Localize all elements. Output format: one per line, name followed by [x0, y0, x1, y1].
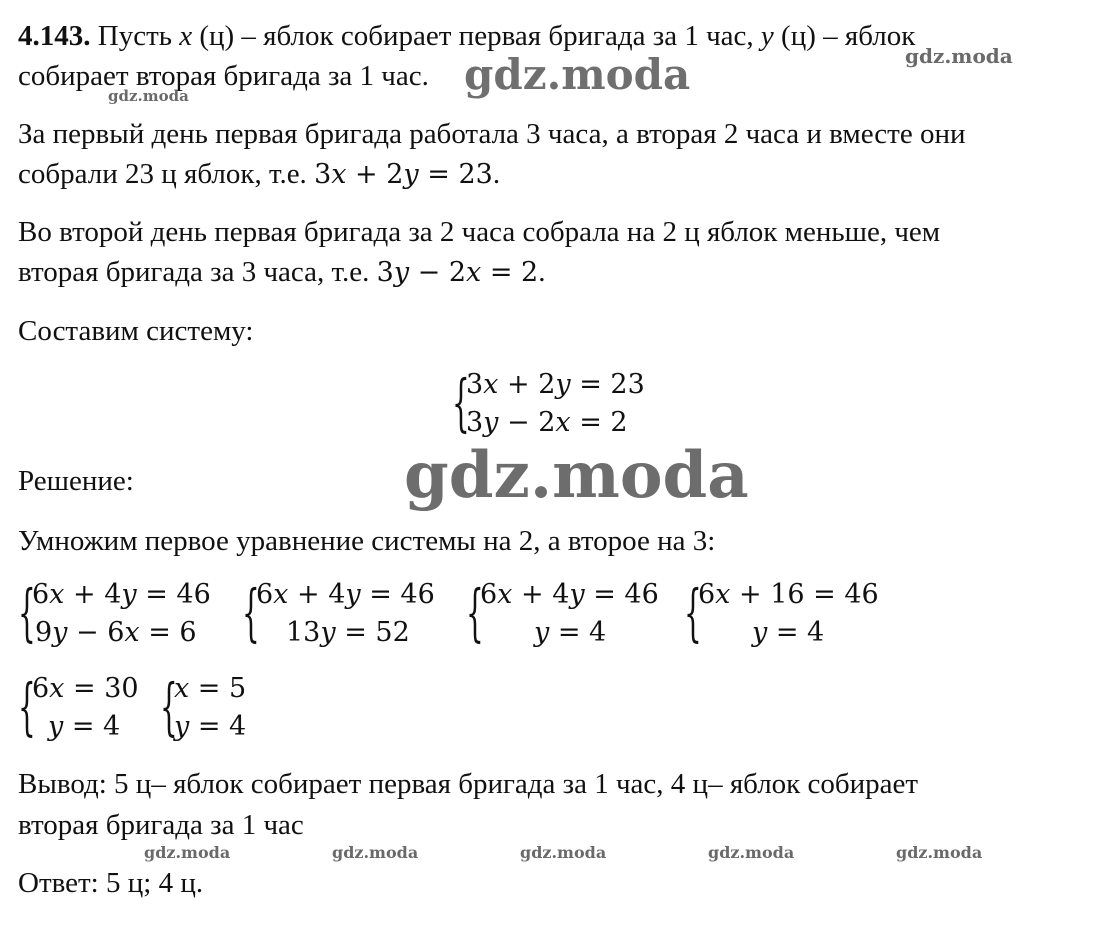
watermark-large: gdz.moda	[404, 438, 749, 513]
system-brace: {	[18, 576, 36, 649]
day2-equation: 3𝑦 − 2𝑥 = 2	[376, 257, 539, 288]
system-equation-1: 6𝑥 + 4𝑦 = 46	[32, 579, 211, 610]
system-step-5	[18, 670, 158, 746]
system-equation-2: 3𝑦 − 2𝑥 = 2	[466, 407, 628, 438]
watermark-medium: gdz.moda	[464, 50, 691, 99]
multiply-instruction: Умножим первое уравнение системы на 2, а второе на 3:	[18, 525, 716, 557]
system-equation-1: 6𝑥 + 4𝑦 = 46	[256, 579, 435, 610]
day1-line1: За первый день первая бригада работала 3 часа, а вторая 2 часа и вместе они	[18, 118, 966, 150]
system-equation-2: 9𝑦 − 6𝑥 = 6	[35, 617, 197, 648]
system-equations	[480, 576, 659, 652]
system-step-4	[684, 576, 899, 652]
system-brace: {	[452, 366, 470, 439]
day1-period: .	[492, 158, 501, 190]
system-equation-2: 𝑦 = 4	[534, 617, 607, 648]
system-equation-1: 3𝑥 + 2𝑦 = 23	[466, 369, 645, 400]
watermark-small: gdz.moda	[896, 843, 983, 862]
intro-text-c: (ц) – яблок	[773, 20, 916, 52]
watermark-small: gdz.moda	[144, 843, 231, 862]
system-step-1	[18, 576, 233, 652]
system-equation-1: 6𝑥 = 30	[32, 673, 139, 704]
day2-line1: Во второй день первая бригада за 2 часа собрала на 2 ц яблок меньше, чем	[18, 216, 941, 248]
system-equation-2: 𝑦 = 4	[752, 617, 825, 648]
watermark-small: gdz.moda	[332, 843, 419, 862]
system-equations	[466, 366, 645, 442]
system-equation-2: 𝑦 = 4	[174, 711, 247, 742]
system-equations	[32, 576, 211, 652]
system-equations	[32, 670, 139, 746]
day2-period: .	[538, 256, 546, 288]
problem-number: 4.143.	[18, 20, 91, 52]
day1-line2-text: собрали 23 ц яблок, т.е.	[18, 158, 315, 190]
conclusion-line2: вторая бригада за 1 час	[18, 809, 304, 841]
watermark-small: gdz.moda	[905, 44, 1013, 68]
day1-line2	[18, 154, 500, 195]
system-equation-1: 6𝑥 + 16 = 46	[698, 579, 879, 610]
day2-line2-text: вторая бригада за 3 часа, т.е.	[18, 256, 377, 288]
watermark-small: gdz.moda	[708, 843, 795, 862]
compose-label: Составим систему:	[18, 315, 254, 347]
system-step-2	[242, 576, 457, 652]
system-equations	[698, 576, 879, 652]
system-equation-2: 13𝑦 = 52	[286, 617, 410, 648]
watermark-small: gdz.moda	[520, 843, 607, 862]
system-equation-2: 𝑦 = 4	[48, 711, 121, 742]
variable-y: y	[760, 20, 774, 52]
intro-text-b: (ц) – яблок собирает первая бригада за 1 час,	[192, 20, 761, 52]
system-brace: {	[466, 576, 484, 649]
system-equation-1: 6𝑥 + 4𝑦 = 46	[480, 579, 659, 610]
solution-label: Решение:	[18, 465, 134, 497]
intro-text-a: Пусть	[90, 20, 180, 52]
day1-equation: 3𝑥 + 2𝑦 = 23	[314, 159, 493, 190]
day2-line2	[18, 252, 545, 293]
system-brace: {	[242, 576, 260, 649]
answer-line: Ответ: 5 ц; 4 ц.	[18, 867, 204, 899]
system-brace: {	[684, 576, 702, 649]
system-step-6	[160, 670, 280, 746]
system-brace: {	[18, 670, 36, 743]
variable-x: x	[179, 20, 193, 52]
system-equations	[256, 576, 435, 652]
watermark-small: gdz.moda	[108, 87, 189, 105]
main-system	[452, 366, 672, 442]
system-step-3	[466, 576, 681, 652]
system-brace: {	[160, 670, 178, 743]
system-equations	[174, 670, 246, 746]
conclusion-line1: Вывод: 5 ц– яблок собирает первая бригада за 1 час, 4 ц– яблок собирает	[18, 768, 919, 800]
problem-intro-line2: собирает вторая бригада за 1 час.	[18, 60, 429, 92]
system-equation-1: 𝑥 = 5	[174, 673, 247, 704]
